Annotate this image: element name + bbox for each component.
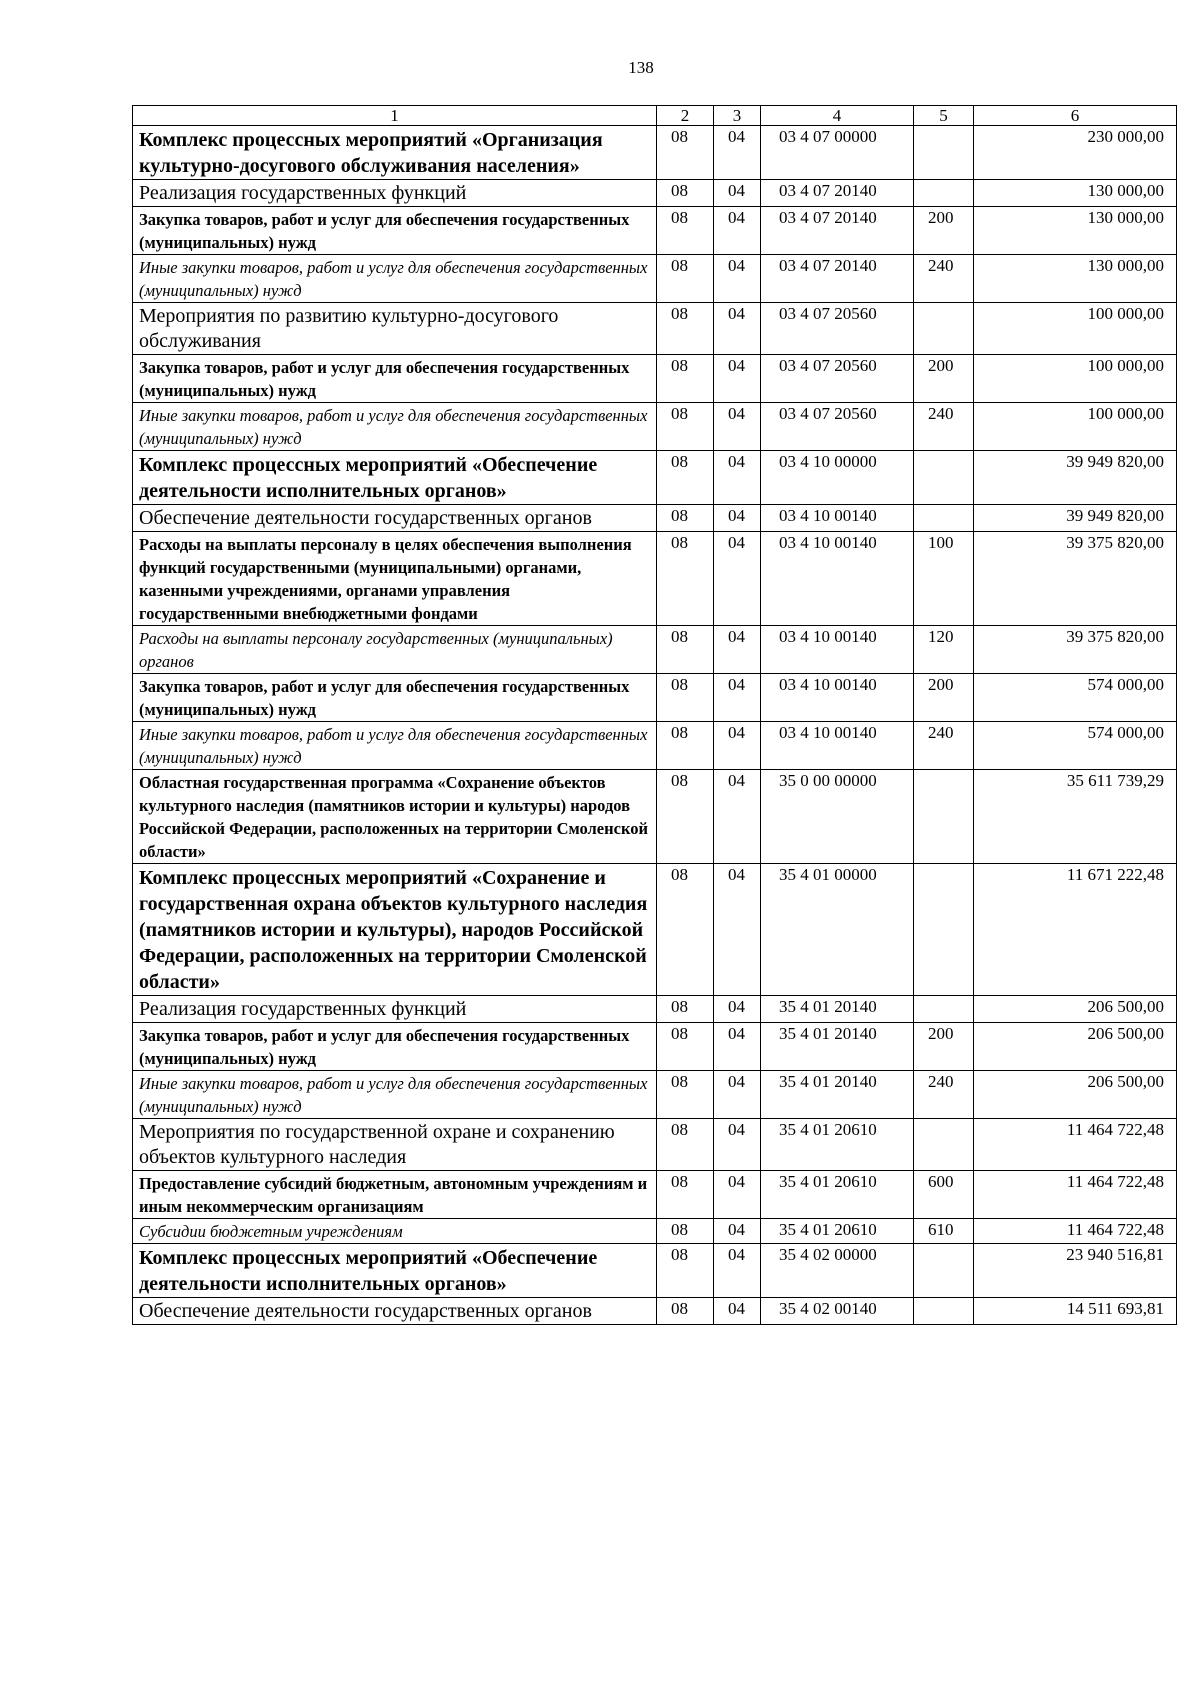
column-number: 4 xyxy=(761,106,914,126)
amount: 206 500,00 xyxy=(974,1023,1177,1071)
expense-type-code xyxy=(914,505,974,532)
row-name: Обеспечение деятельности государственных органов xyxy=(133,505,657,532)
amount: 574 000,00 xyxy=(974,674,1177,722)
target-article-code: 03 4 10 00140 xyxy=(761,532,914,626)
row-name: Расходы на выплаты персоналу в целях обеспечения выполнения функций государственными (муниципальными) органами, казенными учреждениями, органами управления государственными внебюджетными фондами xyxy=(133,532,657,626)
table-row xyxy=(133,451,1177,505)
expense-type-code: 200 xyxy=(914,207,974,255)
subsection-code: 04 xyxy=(714,532,761,626)
table-row xyxy=(133,996,1177,1023)
section-code: 08 xyxy=(657,532,714,626)
row-name: Закупка товаров, работ и услуг для обеспечения государственных (муниципальных) нужд xyxy=(133,1023,657,1071)
table-row xyxy=(133,626,1177,674)
subsection-code: 04 xyxy=(714,207,761,255)
table-row xyxy=(133,674,1177,722)
table-row xyxy=(133,303,1177,355)
table-row xyxy=(133,1023,1177,1071)
target-article-code: 03 4 07 20140 xyxy=(761,207,914,255)
table-row xyxy=(133,770,1177,864)
row-name: Иные закупки товаров, работ и услуг для обеспечения государственных (муниципальных) нужд xyxy=(133,722,657,770)
section-code: 08 xyxy=(657,355,714,403)
table-row xyxy=(133,864,1177,996)
section-code: 08 xyxy=(657,303,714,355)
amount: 206 500,00 xyxy=(974,1071,1177,1119)
target-article-code: 03 4 07 20140 xyxy=(761,180,914,207)
subsection-code: 04 xyxy=(714,1219,761,1244)
table-body xyxy=(133,106,1177,1325)
section-code: 08 xyxy=(657,505,714,532)
table-row xyxy=(133,505,1177,532)
column-number: 5 xyxy=(914,106,974,126)
subsection-code: 04 xyxy=(714,1119,761,1171)
row-name: Закупка товаров, работ и услуг для обеспечения государственных (муниципальных) нужд xyxy=(133,674,657,722)
subsection-code: 04 xyxy=(714,180,761,207)
expense-type-code: 240 xyxy=(914,1071,974,1119)
row-name: Закупка товаров, работ и услуг для обеспечения государственных (муниципальных) нужд xyxy=(133,355,657,403)
subsection-code: 04 xyxy=(714,1298,761,1325)
subsection-code: 04 xyxy=(714,770,761,864)
section-code: 08 xyxy=(657,864,714,996)
expense-type-code: 200 xyxy=(914,1023,974,1071)
expense-type-code: 200 xyxy=(914,355,974,403)
section-code: 08 xyxy=(657,1171,714,1219)
section-code: 08 xyxy=(657,996,714,1023)
amount: 39 949 820,00 xyxy=(974,505,1177,532)
expense-type-code xyxy=(914,451,974,505)
subsection-code: 04 xyxy=(714,403,761,451)
section-code: 08 xyxy=(657,1298,714,1325)
row-name: Комплекс процессных мероприятий «Обеспечение деятельности исполнительных органов» xyxy=(133,451,657,505)
amount: 14 511 693,81 xyxy=(974,1298,1177,1325)
table-row xyxy=(133,722,1177,770)
amount: 39 375 820,00 xyxy=(974,532,1177,626)
subsection-code: 04 xyxy=(714,722,761,770)
amount: 130 000,00 xyxy=(974,255,1177,303)
amount: 100 000,00 xyxy=(974,355,1177,403)
amount: 206 500,00 xyxy=(974,996,1177,1023)
row-name: Комплекс процессных мероприятий «Организация культурно-досугового обслуживания населения» xyxy=(133,126,657,180)
target-article-code: 03 4 10 00140 xyxy=(761,674,914,722)
section-code: 08 xyxy=(657,674,714,722)
amount: 574 000,00 xyxy=(974,722,1177,770)
subsection-code: 04 xyxy=(714,626,761,674)
subsection-code: 04 xyxy=(714,303,761,355)
row-name: Комплекс процессных мероприятий «Обеспечение деятельности исполнительных органов» xyxy=(133,1244,657,1298)
table-row xyxy=(133,180,1177,207)
target-article-code: 35 4 01 20610 xyxy=(761,1119,914,1171)
expense-type-code: 120 xyxy=(914,626,974,674)
row-name: Иные закупки товаров, работ и услуг для обеспечения государственных (муниципальных) нужд xyxy=(133,1071,657,1119)
table-row xyxy=(133,207,1177,255)
column-number-row xyxy=(133,106,1177,126)
section-code: 08 xyxy=(657,126,714,180)
subsection-code: 04 xyxy=(714,1023,761,1071)
table-row xyxy=(133,355,1177,403)
target-article-code: 03 4 07 20560 xyxy=(761,403,914,451)
row-name: Мероприятия по развитию культурно-досугового обслуживания xyxy=(133,303,657,355)
target-article-code: 03 4 10 00000 xyxy=(761,451,914,505)
amount: 230 000,00 xyxy=(974,126,1177,180)
row-name: Мероприятия по государственной охране и сохранению объектов культурного наследия xyxy=(133,1119,657,1171)
target-article-code: 35 4 01 20140 xyxy=(761,1023,914,1071)
subsection-code: 04 xyxy=(714,1171,761,1219)
target-article-code: 35 4 02 00140 xyxy=(761,1298,914,1325)
subsection-code: 04 xyxy=(714,674,761,722)
target-article-code: 35 4 01 20610 xyxy=(761,1219,914,1244)
section-code: 08 xyxy=(657,1219,714,1244)
row-name: Реализация государственных функций xyxy=(133,180,657,207)
target-article-code: 03 4 07 20560 xyxy=(761,303,914,355)
amount: 100 000,00 xyxy=(974,303,1177,355)
section-code: 08 xyxy=(657,451,714,505)
table-row xyxy=(133,532,1177,626)
table-row xyxy=(133,403,1177,451)
expense-type-code xyxy=(914,126,974,180)
table-row xyxy=(133,1298,1177,1325)
subsection-code: 04 xyxy=(714,864,761,996)
subsection-code: 04 xyxy=(714,505,761,532)
expense-type-code: 600 xyxy=(914,1171,974,1219)
target-article-code: 35 4 01 20610 xyxy=(761,1171,914,1219)
subsection-code: 04 xyxy=(714,255,761,303)
expense-type-code: 200 xyxy=(914,674,974,722)
section-code: 08 xyxy=(657,770,714,864)
target-article-code: 35 4 01 20140 xyxy=(761,1071,914,1119)
page-number: 138 xyxy=(628,58,654,77)
row-name: Предоставление субсидий бюджетным, автономным учреждениям и иным некоммерческим организациям xyxy=(133,1171,657,1219)
expense-type-code xyxy=(914,1298,974,1325)
table-row xyxy=(133,255,1177,303)
section-code: 08 xyxy=(657,626,714,674)
row-name: Закупка товаров, работ и услуг для обеспечения государственных (муниципальных) нужд xyxy=(133,207,657,255)
expense-type-code: 240 xyxy=(914,403,974,451)
target-article-code: 03 4 07 20140 xyxy=(761,255,914,303)
section-code: 08 xyxy=(657,1119,714,1171)
expense-type-code xyxy=(914,770,974,864)
expense-type-code xyxy=(914,1244,974,1298)
expense-type-code: 100 xyxy=(914,532,974,626)
row-name: Расходы на выплаты персоналу государственных (муниципальных) органов xyxy=(133,626,657,674)
subsection-code: 04 xyxy=(714,451,761,505)
section-code: 08 xyxy=(657,1071,714,1119)
row-name: Комплекс процессных мероприятий «Сохранение и государственная охрана объектов культурного наследия (памятников истории и культуры), народов Российской Федерации, расположенных на территории Смоленской области» xyxy=(133,864,657,996)
target-article-code: 03 4 07 00000 xyxy=(761,126,914,180)
subsection-code: 04 xyxy=(714,1244,761,1298)
section-code: 08 xyxy=(657,403,714,451)
target-article-code: 03 4 10 00140 xyxy=(761,626,914,674)
row-name: Обеспечение деятельности государственных органов xyxy=(133,1298,657,1325)
target-article-code: 03 4 10 00140 xyxy=(761,722,914,770)
expense-type-code xyxy=(914,996,974,1023)
row-name: Областная государственная программа «Сохранение объектов культурного наследия (памятников истории и культуры) народов Российской Федерации, расположенных на территории Смоленской области» xyxy=(133,770,657,864)
section-code: 08 xyxy=(657,207,714,255)
table-row xyxy=(133,1119,1177,1171)
amount: 23 940 516,81 xyxy=(974,1244,1177,1298)
amount: 39 949 820,00 xyxy=(974,451,1177,505)
column-number: 1 xyxy=(133,106,657,126)
section-code: 08 xyxy=(657,180,714,207)
table-row xyxy=(133,126,1177,180)
amount: 11 464 722,48 xyxy=(974,1219,1177,1244)
target-article-code: 35 4 01 20140 xyxy=(761,996,914,1023)
row-name: Иные закупки товаров, работ и услуг для обеспечения государственных (муниципальных) нужд xyxy=(133,403,657,451)
amount: 100 000,00 xyxy=(974,403,1177,451)
section-code: 08 xyxy=(657,1244,714,1298)
amount: 130 000,00 xyxy=(974,207,1177,255)
amount: 35 611 739,29 xyxy=(974,770,1177,864)
expense-type-code xyxy=(914,180,974,207)
row-name: Реализация государственных функций xyxy=(133,996,657,1023)
section-code: 08 xyxy=(657,1023,714,1071)
target-article-code: 03 4 10 00140 xyxy=(761,505,914,532)
table-row xyxy=(133,1171,1177,1219)
expense-type-code xyxy=(914,1119,974,1171)
row-name: Субсидии бюджетным учреждениям xyxy=(133,1219,657,1244)
expense-type-code: 610 xyxy=(914,1219,974,1244)
subsection-code: 04 xyxy=(714,1071,761,1119)
amount: 11 464 722,48 xyxy=(974,1171,1177,1219)
expense-type-code xyxy=(914,864,974,996)
target-article-code: 35 4 02 00000 xyxy=(761,1244,914,1298)
row-name: Иные закупки товаров, работ и услуг для обеспечения государственных (муниципальных) нужд xyxy=(133,255,657,303)
expense-type-code xyxy=(914,303,974,355)
target-article-code: 35 4 01 00000 xyxy=(761,864,914,996)
expense-type-code: 240 xyxy=(914,255,974,303)
subsection-code: 04 xyxy=(714,355,761,403)
target-article-code: 35 0 00 00000 xyxy=(761,770,914,864)
section-code: 08 xyxy=(657,722,714,770)
subsection-code: 04 xyxy=(714,126,761,180)
column-number: 6 xyxy=(974,106,1177,126)
expense-type-code: 240 xyxy=(914,722,974,770)
amount: 11 671 222,48 xyxy=(974,864,1177,996)
amount: 39 375 820,00 xyxy=(974,626,1177,674)
section-code: 08 xyxy=(657,255,714,303)
budget-table xyxy=(132,105,1177,1325)
column-number: 2 xyxy=(657,106,714,126)
table-row xyxy=(133,1219,1177,1244)
table-row xyxy=(133,1071,1177,1119)
table-row xyxy=(133,1244,1177,1298)
target-article-code: 03 4 07 20560 xyxy=(761,355,914,403)
subsection-code: 04 xyxy=(714,996,761,1023)
amount: 11 464 722,48 xyxy=(974,1119,1177,1171)
column-number: 3 xyxy=(714,106,761,126)
amount: 130 000,00 xyxy=(974,180,1177,207)
